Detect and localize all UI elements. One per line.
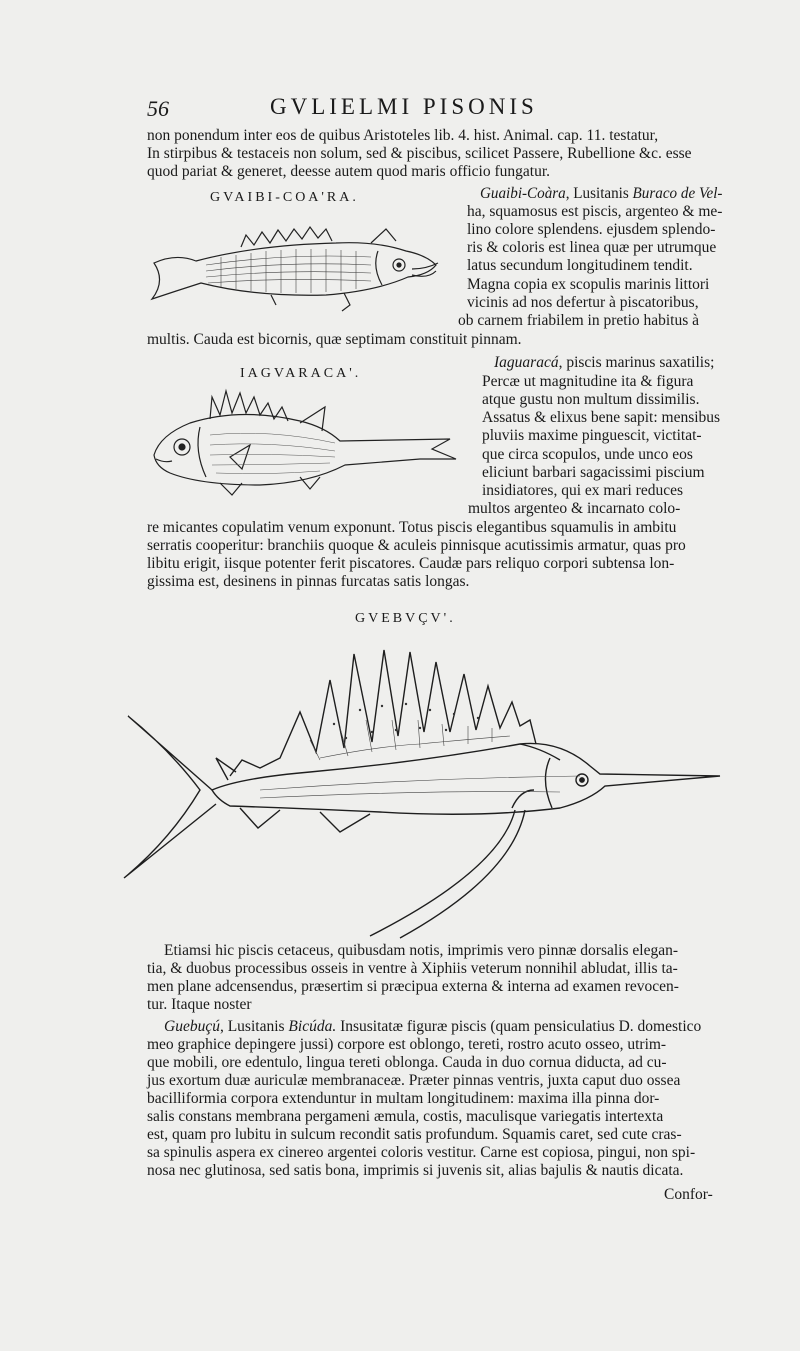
catchword: Confor- — [664, 1186, 713, 1203]
guaibi-coara-illustration — [146, 205, 446, 315]
text-line: Percæ ut magnitudine ita & figura — [482, 373, 694, 390]
text-line: non ponendum inter eos de quibus Aristoteles lib. 4. hist. Animal. cap. 11. testatur, — [147, 127, 659, 144]
text-line: atque gustu non multum dissimilis. — [482, 391, 700, 408]
portuguese-name: Buraco de Vel- — [632, 185, 723, 202]
text-line: Guaibi-Coàra, Lusitanis Buraco de Vel- — [480, 185, 723, 202]
text-line: tia, & duobus processibus osseis in ventre à Xiphiis veterum nonnihil abludat, illis ta- — [147, 960, 678, 977]
text-line: vicinis ad nos defertur à piscatoribus, — [467, 294, 699, 311]
text-line: serratis cooperitur: branchiis quoque & aculeis pinnisque acutissimis armatur, quas pro — [147, 537, 686, 554]
text-line: sa spinulis aspera ex cinereo argentei coloris vestitur. Carne est copiosa, pingui, non spi- — [147, 1144, 696, 1161]
text-line: gissima est, desinens in pinnas furcatas satis longas. — [147, 573, 470, 590]
text-line: ha, squamosus est piscis, argenteo & me- — [467, 203, 723, 220]
text-line: latus secundum longitudinem tendit. — [467, 257, 693, 274]
fish-name: Guaibi-Coàra — [480, 185, 566, 202]
text-line: Guebuçú, Lusitanis Bicúda. Insusitatæ figuræ piscis (quam pensiculatius D. domestico — [164, 1018, 702, 1035]
text-line: men plane adcensendus, præsertim si præcipua externa & interna ad examen revocen- — [147, 978, 679, 995]
text-line: In stirpibus & testaceis non solum, sed & piscibus, scilicet Passere, Rubellione &c. esse — [147, 145, 692, 162]
text-line: bacilliformia corpora extenduntur in multam longitudinem: maxima illa pinna dor- — [147, 1090, 660, 1107]
page-number: 56 — [147, 96, 169, 121]
iaguaraca-illustration — [150, 385, 460, 500]
text-line: nosa nec glutinosa, sed satis bona, imprimis si juvenis sit, alias bajulis & nautis dicata. — [147, 1162, 684, 1179]
text-line: que circa scopulos, unde unco eos — [482, 446, 693, 463]
text-line: tur. Itaque noster — [147, 996, 252, 1013]
text-line: Assatus & elixus bene sapit: mensibus — [482, 409, 721, 426]
text-line: ob carnem friabilem in pretio habitus à — [458, 312, 700, 329]
text-line: Magna copia ex scopulis marinis littori — [467, 276, 710, 293]
portuguese-name: Bicúda. — [288, 1018, 337, 1035]
fish-name: Guebuçú — [164, 1018, 220, 1035]
text-line: Iaguaracá, piscis marinus saxatilis; — [494, 354, 715, 371]
fish-name: Iaguaracá — [494, 354, 559, 371]
text-line: multis. Cauda est bicornis, quæ septimam constituit pinnam. — [147, 331, 522, 348]
text-line: meo graphice depingere jussi) corpore est oblongo, tereti, rostro acuto osseo, utrim- — [147, 1036, 667, 1053]
text-line: re micantes copulatim venum exponunt. Totus piscis elegantibus squamulis in ambitu — [147, 519, 677, 536]
figure-caption: IAGVARACA'. — [240, 366, 362, 381]
running-title: GVLIELMI PISONIS — [270, 94, 538, 119]
text-line: jus exortum duæ auriculæ membranaceæ. Præter pinnas ventris, juxta caput duo ossea — [147, 1072, 681, 1089]
text-line: pluviis maxime pinguescit, victitat- — [482, 427, 702, 444]
text-line: quod pariat & generet, deesse autem quod maris officio fungatur. — [147, 163, 551, 180]
text-line: eliciunt barbari sagacissimi piscium — [482, 464, 705, 481]
text-line: insidiatores, qui ex mari reduces — [482, 482, 684, 499]
text-line: lino colore splendens. ejusdem splendo- — [467, 221, 716, 238]
text-line: multos argenteo & incarnato colo- — [468, 500, 681, 517]
show-through-text — [590, 600, 593, 622]
guebucu-illustration — [120, 640, 725, 940]
text-line: ris & coloris est linea quæ per utrumque — [467, 239, 717, 256]
text-line: libitu erigit, iisque potenter ferit piscatores. Caudæ pars reliquo corpori subtensa lon- — [147, 555, 675, 572]
figure-caption: GVAIBI-COA'RA. — [210, 190, 359, 205]
text-line: que mobili, ore edentulo, lingua tereti oblonga. Cauda in duo cornua diducta, ad cu- — [147, 1054, 667, 1071]
figure-caption: GVEBVÇV'. — [355, 611, 456, 626]
text-line: est, quam pro lubitu in sulcum recondit satis profundum. Squamis caret, sed cute cras- — [147, 1126, 682, 1143]
text-line: salis constans membrana pergameni æmula, costis, maculisque variegatis intertexta — [147, 1108, 664, 1125]
text-line: Etiamsi hic piscis cetaceus, quibusdam notis, imprimis vero pinnæ dorsalis elegan- — [164, 942, 678, 959]
